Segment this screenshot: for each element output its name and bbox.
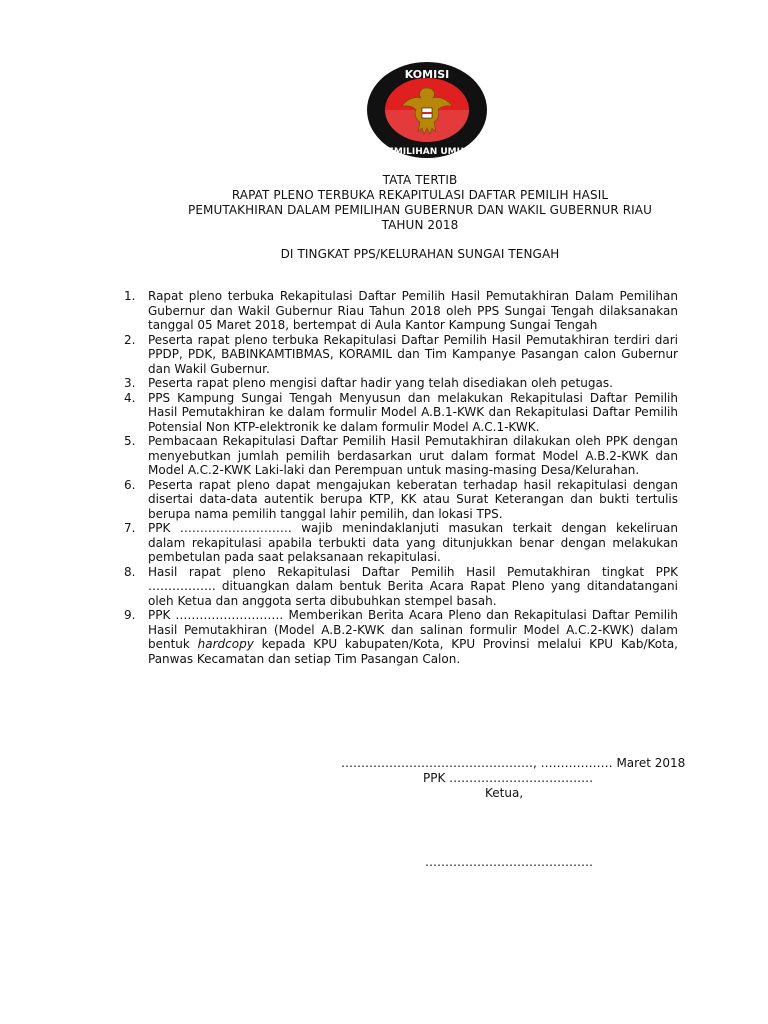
doc-subtitle-line1: RAPAT PLENO TERBUKA REKAPITULASI DAFTAR PEMILIH HASIL — [231, 188, 609, 202]
list-item — [112, 289, 678, 333]
signature-role: Ketua, — [485, 786, 524, 800]
item-text-after: kepada KPU kabupaten/Kota, KPU Provinsi melalui KPU Kab/Kota, Panwas Kecamatan dan setiap Tim Pasangan Calon. — [148, 637, 678, 666]
item-number: 8. — [124, 564, 136, 579]
logo-bottom-text: PEMILIHAN UMUM — [381, 147, 473, 157]
item-number: 2. — [124, 332, 136, 347]
item-text — [148, 608, 678, 666]
signature-ppk-line: PPK ……………………………… — [423, 771, 594, 785]
rules-list — [112, 289, 678, 666]
doc-title: TATA TERTIB — [382, 173, 458, 187]
item-number: 4. — [124, 390, 136, 405]
list-item — [112, 608, 678, 666]
logo-top-text: KOMISI — [404, 68, 450, 81]
item-number: 6. — [124, 477, 136, 492]
signature-date-line: …………………………………………, ……………… Maret 2018 — [341, 756, 686, 770]
list-item — [112, 478, 678, 522]
item-number: 3. — [124, 376, 136, 390]
kpu-logo — [358, 58, 496, 162]
signature-name-line: …………………………………… — [425, 855, 593, 869]
list-item — [112, 434, 678, 478]
list-item — [112, 376, 678, 391]
item-text: Hasil rapat pleno Rekapitulasi Daftar Pemilih Hasil Pemutakhiran tingkat PPK …………….. dituangkan dalam bentuk Berita Acara Rapat Pleno yang ditandatangani oleh Ketua dan anggota serta dibubuhkan stempel basah. — [148, 564, 678, 608]
list-item — [112, 391, 678, 435]
item-text: PPS Kampung Sungai Tengah Menyusun dan melakukan Rekapitulasi Daftar Pemilih Hasil Pemutakhiran ke dalam formulir Model A.B.1-KWK dan Rekapitulasi Daftar Pemilih Potensial Non KTP-elektronik ke dalam formulir Model A.C.1-KWK. — [148, 390, 678, 434]
item-text-before: PPK ……………………… Memberikan Berita Acara Pleno dan Rekapitulasi Daftar Pemilih Hasil Pemutakhiran (Model A.B.2-KWK dan salinan formulir Model A.C.2-KWK) dalam bentuk — [148, 608, 678, 651]
doc-subtitle-line2: PEMUTAKHIRAN DALAM PEMILIHAN GUBERNUR DAN WAKIL GUBERNUR RIAU — [188, 203, 652, 217]
item-text: Peserta rapat pleno mengisi daftar hadir yang telah disediakan oleh petugas. — [148, 376, 613, 390]
doc-location: DI TINGKAT PPS/KELURAHAN SUNGAI TENGAH — [280, 247, 560, 261]
item-text-italic: hardcopy — [197, 637, 254, 651]
item-text: Peserta rapat pleno dapat mengajukan keberatan terhadap hasil rekapitulasi dengan disertai data-data autentik berupa KTP, KK atau Surat Keterangan dan bukti tertulis berupa nama pemilih tanggal lahir pemilih, dan lokasi TPS. — [148, 477, 678, 521]
item-number: 9. — [124, 608, 136, 622]
item-text: PPK ………………………. wajib menindaklanjuti masukan terkait dengan kekeliruan dalam rekapitulasi apabila terbukti data yang ditunjukkan benar dengan melakukan pembetulan pada saat pelaksanaan rekapitulasi. — [148, 521, 678, 564]
item-number: 7. — [124, 521, 136, 535]
list-item — [112, 333, 678, 377]
item-text: Rapat pleno terbuka Rekapitulasi Daftar Pemilih Hasil Pemutakhiran Dalam Pemilihan Gubernur dan Wakil Gubernur Riau Tahun 2018 oleh PPS Sungai Tengah dilaksanakan tanggal 05 Maret 2018, bertempat di Aula Kantor Kampung Sungai Tengah — [148, 289, 678, 332]
item-text: Peserta rapat pleno terbuka Rekapitulasi Daftar Pemilih Hasil Pemutakhiran terdiri dari PPDP, PDK, BABINKAMTIBMAS, KORAMIL dan Tim Kampanye Pasangan calon Gubernur dan Wakil Gubernur. — [148, 332, 678, 376]
item-text: Pembacaan Rekapitulasi Daftar Pemilih Hasil Pemutakhiran dilakukan oleh PPK dengan menyebutkan jumlah pemilih berdasarkan urut dalam format Model A.B.2-KWK dan Model A.C.2-KWK Laki-laki dan Perempuan untuk masing-masing Desa/Kelurahan. — [148, 434, 678, 477]
list-item — [112, 565, 678, 609]
doc-subtitle-year: TAHUN 2018 — [381, 218, 459, 232]
item-number: 5. — [124, 434, 136, 448]
list-item — [112, 521, 678, 565]
item-number: 1. — [124, 289, 136, 303]
